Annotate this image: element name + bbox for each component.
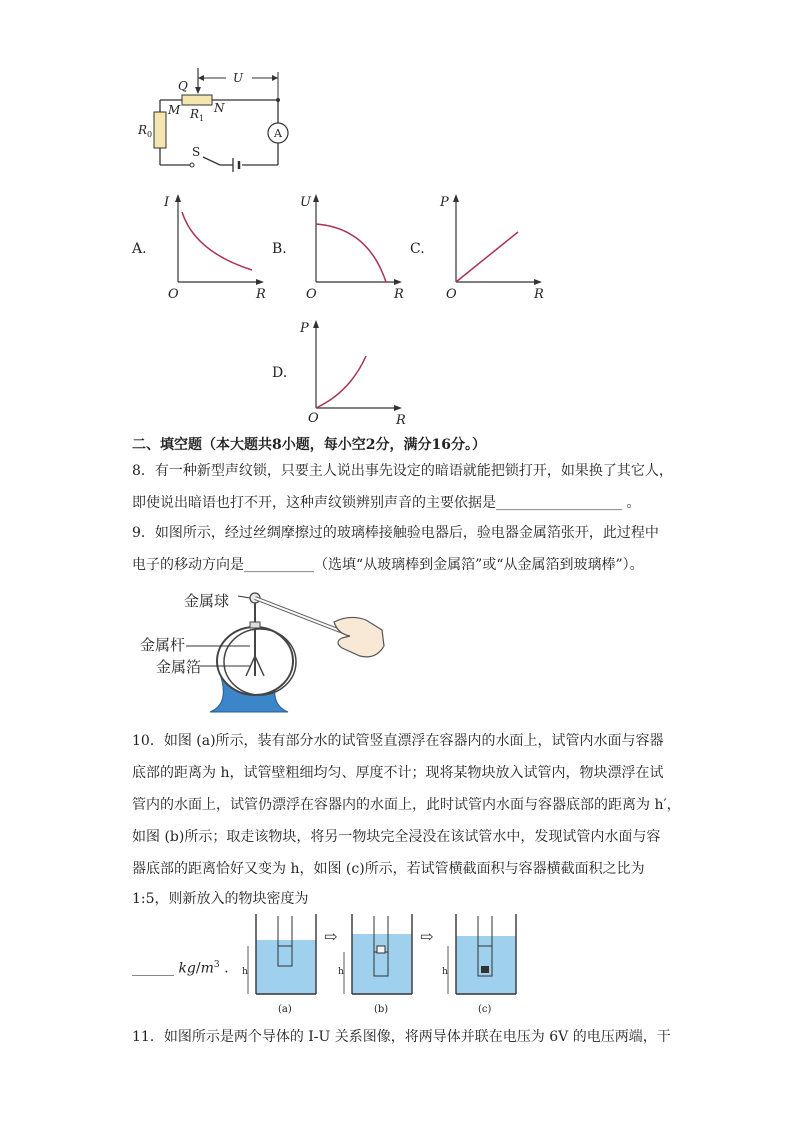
q10-line4: 如图 (b)所示；取走该物块，将另一物块完全浸没在该试管水中，发现试管内水面与容 [132, 829, 661, 845]
container-a [242, 914, 316, 1015]
label-q: Q [178, 79, 188, 93]
arrow-icon-1: ⇨ [324, 927, 338, 946]
option-c-letter[interactable]: C. [410, 241, 425, 257]
label-r1: $R_1$ [190, 107, 205, 123]
ammeter-label: A [274, 127, 282, 140]
axis-y-c: P [440, 195, 449, 210]
origin-b: O [306, 287, 317, 302]
h-label-a: h [242, 967, 248, 977]
origin-d: O [308, 411, 319, 426]
label-n: N [214, 101, 225, 115]
option-c-graph [438, 192, 548, 302]
curve-b [316, 224, 386, 282]
q8-line1: 8．有一种新型声纹锁，只要主人说出事先设定的暗语就能把锁打开，如果换了其它人， [132, 463, 673, 479]
option-b-graph [298, 192, 408, 302]
axis-x-d: R [396, 413, 406, 428]
axis-y-d: P [300, 321, 309, 336]
curve-d [316, 356, 366, 408]
fig-label-b: (b) [374, 1004, 389, 1015]
unit-exp: 3 [213, 960, 220, 970]
container-b [338, 914, 412, 1015]
q10-blank[interactable]: ______ [132, 960, 174, 977]
q10-line5: 器底部的距离恰好又变为 h，如图 (c)所示，若试管横截面积与容器横截面积之比为 [132, 861, 645, 877]
q10-answer-line [132, 952, 229, 982]
unit-kg: kg [178, 960, 196, 977]
section-heading: 二、填空题（本大题共8小题，每小空2分，满分16分。） [132, 437, 486, 453]
q10-line3: 管内的水面上，试管仍漂浮在容器内的水面上，此时试管内水面与容器底部的距离为 h′， [132, 797, 681, 813]
option-b-letter[interactable]: B. [272, 241, 287, 257]
q10-line1: 10．如图 (a)所示，装有部分水的试管竖直漂浮在容器内的水面上，试管内水面与容器 [132, 733, 664, 749]
axis-y-b: U [300, 195, 311, 210]
label-r0: $R_0$ [138, 123, 153, 139]
resistor-r1 [182, 95, 212, 105]
label-metal-foil: 金属箔 [156, 658, 202, 676]
option-a-letter[interactable]: A. [132, 241, 147, 257]
axis-x-c: R [534, 287, 544, 302]
label-metal-rod: 金属杆 [140, 636, 186, 654]
fig-label-c: (c) [478, 1004, 492, 1015]
origin-a: O [168, 287, 179, 302]
q9-line2: 电子的移动方向是__________（选填“从玻璃棒到金属箔”或“从金属箔到玻璃棒”）。 [132, 557, 644, 573]
curve-c [456, 232, 518, 282]
hand-icon [334, 617, 384, 656]
origin-c: O [446, 287, 457, 302]
axis-x-a: R [256, 287, 266, 302]
container-figures [240, 912, 530, 1022]
arrow-icon-2: ⇨ [420, 927, 434, 946]
curve-a [182, 212, 252, 270]
label-s: S [192, 145, 201, 159]
q9-line1: 9．如图所示，经过丝绸摩擦过的玻璃棒接触验电器后，验电器金属箔张开，此过程中 [132, 525, 659, 541]
container-c [442, 914, 516, 1015]
q11-line1: 11．如图所示是两个导体的 I-U 关系图像，将两导体并联在电压为 6V 的电压两端，干 [132, 1029, 671, 1045]
option-d-graph [298, 316, 410, 428]
h-label-c: h [442, 967, 448, 977]
q10-line2: 底部的距离为 h，试管壁粗细均匀、厚度不计；现将某物块放入试管内，物块漂浮在试 [132, 765, 664, 781]
fig-label-a: (a) [278, 1004, 292, 1015]
q10-line6: 1:5，则新放入的物块密度为 [132, 891, 309, 907]
circuit-diagram [130, 60, 300, 185]
axis-y-a: I [164, 195, 170, 210]
label-u: U [233, 71, 244, 85]
axis-x-b: R [394, 287, 404, 302]
unit-m: m [200, 960, 214, 977]
option-d-letter[interactable]: D. [272, 365, 288, 381]
electroscope-figure [138, 586, 388, 716]
resistor-r0 [154, 112, 166, 148]
option-a-graph [160, 192, 270, 302]
q8-line2: 即使说出暗语也打不开，这种声纹锁辨别声音的主要依据是__________________ 。 [132, 495, 641, 511]
label-metal-ball: 金属球 [184, 592, 230, 610]
unit-slash: / [195, 960, 201, 977]
unit-end: . [224, 960, 229, 977]
label-m: M [168, 103, 181, 117]
h-label-b: h [338, 967, 344, 977]
